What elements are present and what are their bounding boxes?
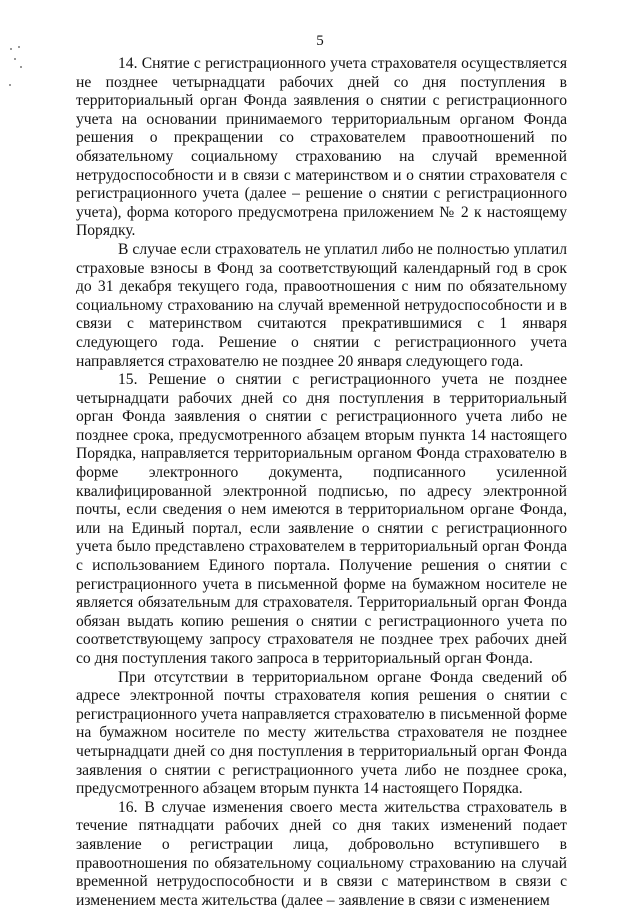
paragraph-15: 15. Решение о снятии с регистрационного учета не позднее четырнадцати рабочих дней со дня поступления в территориальный орган Фонда заявления о снятии с регистрационного учета либо не позднее срока, предусмотренного абзацем вторым пункта 14 настоящего Порядка, направляется территориальным органом Фонда страхователю в форме электронного документа, подписанного усиленной квалифицированной электронной подписью, по адресу электронной почты, если сведения о нем имеются в территориальном органе Фонда, или на Единый портал, если заявление о снятии с регистрационного учета было представлено страхователем в территориальный орган Фонда с использованием Единого портала. Получение решения о снятии с регистрационного учета в письменной форме на бумажном носителе не является обязательным для страхователя. Территориальный орган Фонда обязан выдать копию решения о снятии с регистрационного учета по соответствующему запросу страхователя не позднее трех рабочих дней со дня поступления такого запроса в территориальный орган Фонда.	[76, 371, 567, 667]
paragraph-15-second: При отсутствии в территориальном органе Фонда сведений об адресе электронной почты страхователя копия решения о снятии с регистрационного учета направляется страхователю в письменной форме на бумажном носителе по месту жительства страхователя не позднее четырнадцати дней со дня поступления в территориальный орган Фонда заявления о снятии с регистрационного учета либо не позднее срока, предусмотренного абзацем вторым пункта 14 настоящего Порядка.	[76, 668, 567, 798]
scan-specks	[6, 44, 28, 96]
document-body	[76, 55, 567, 910]
paragraph-14: 14. Снятие с регистрационного учета страхователя осуществляется не позднее четырнадцати рабочих дней со дня поступления в территориальный орган Фонда заявления о снятии с регистрационного учета на основании принимаемого территориальным органом Фонда решения о прекращении со страхователем правоотношений по обязательному социальному страхованию на случай временной нетрудоспособности и в связи с материнством и о снятии страхователя с регистрационного учета (далее – решение о снятии с регистрационного учета), форма которого предусмотрена приложением № 2 к настоящему Порядку.	[76, 55, 567, 240]
paragraph-16: 16. В случае изменения своего места жительства страхователь в течение пятнадцати рабочих дней со дня таких изменений подает заявление о регистрации лица, добровольно вступившего в правоотношения по обязательному социальному страхованию на случай временной нетрудоспособности и в связи с материнством в связи с изменением места жительства (далее – заявление в связи с изменением	[76, 798, 567, 909]
page-number: 5	[316, 33, 324, 49]
paragraph-14-second: В случае если страхователь не уплатил либо не полностью уплатил страховые взносы в Фонд за соответствующий календарный год в срок до 31 декабря текущего года, правоотношения с ним по обязательному социальному страхованию на случай временной нетрудоспособности и в связи с материнством считаются прекратившимися с 1 января следующего года. Решение о снятии с регистрационного учета направляется страхователю не позднее 20 января следующего года.	[76, 240, 567, 370]
